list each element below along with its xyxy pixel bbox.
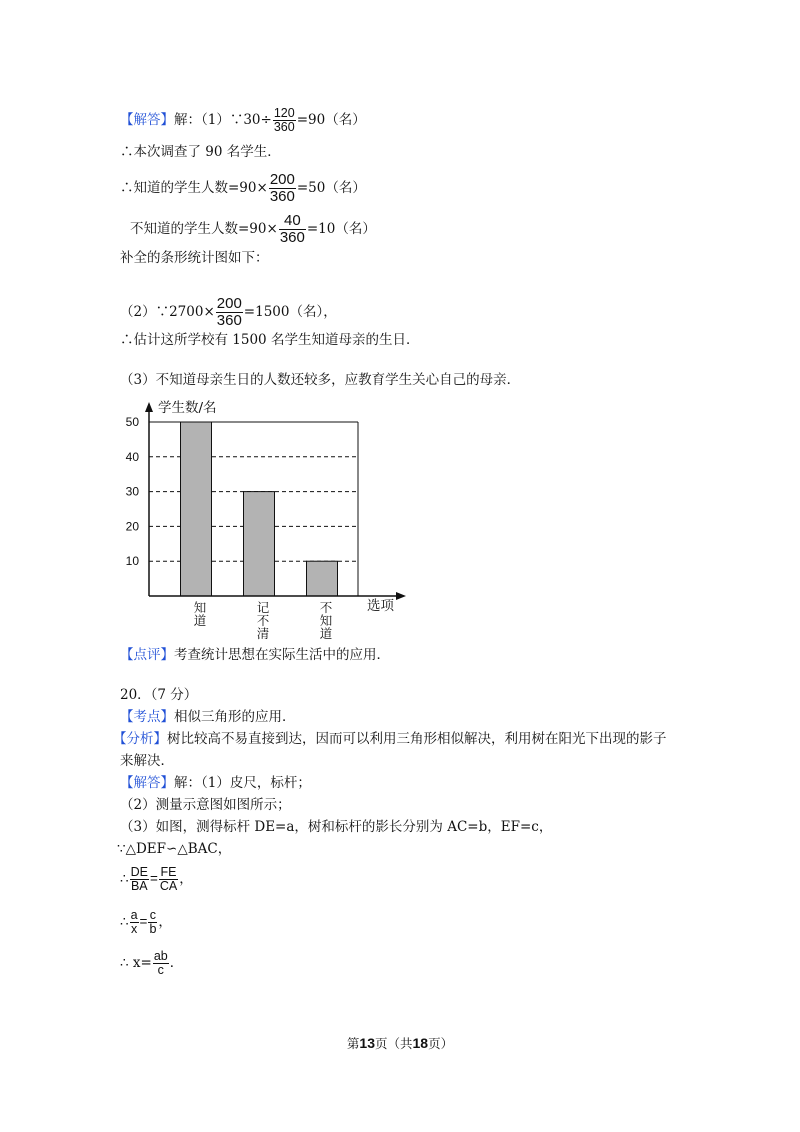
y-axis-title: 学生数/名 [158, 400, 217, 416]
numerator: c [149, 908, 157, 922]
text: =10（名） [306, 221, 376, 237]
numerator: FE [160, 865, 177, 879]
problem-20-title: 20．（7 分） [120, 687, 198, 703]
denominator: 360 [216, 312, 242, 329]
x-category-label: 记 [256, 600, 270, 615]
text: 解：（1）皮尺，标杆； [174, 775, 311, 791]
bar [181, 422, 212, 596]
total-pages: 18 [412, 1035, 429, 1051]
x-category-label: 知 [193, 600, 207, 615]
answer-line-4 [130, 213, 376, 246]
comment-text: 考查统计思想在实际生活中的应用． [174, 647, 390, 663]
numerator: 120 [273, 106, 295, 120]
x-category-label: 不 [319, 600, 333, 615]
y-tick-label: 20 [125, 519, 139, 534]
fenxi-text: 树比较高不易直接到达，因而可以利用三角形相似解决，利用树在阳光下出现的影子 [167, 731, 667, 747]
x-axis-arrow [396, 592, 406, 600]
answer-line-2: ∴本次调查了 90 名学生． [120, 144, 281, 160]
denominator: c [157, 963, 164, 977]
answer-line-1 [120, 107, 366, 134]
comment-tag: 【点评】 [120, 647, 174, 663]
kaodian-line [120, 707, 296, 727]
comment-line [120, 645, 390, 665]
period: ． [169, 955, 184, 971]
fenxi-line-2: 来解决． [120, 753, 174, 769]
fraction [216, 296, 243, 329]
answer20-line-3: （3）如图，测得标杆 DE=a，树和标杆的影长分别为 AC=b，EF=c， [120, 819, 553, 835]
equals: = [149, 871, 158, 886]
page-number: 13 [359, 1035, 375, 1051]
answer-tag: 【解答】 [120, 112, 174, 128]
answer-line-5: 补全的条形统计图如下： [120, 250, 269, 266]
fraction [273, 107, 296, 134]
fraction [159, 866, 178, 893]
y-tick-label: 50 [125, 415, 139, 429]
denominator: b [149, 922, 157, 936]
therefore: ∴ x= [120, 955, 152, 971]
denominator: 360 [273, 120, 295, 134]
therefore: ∴ [120, 914, 129, 930]
answer-line-7: ∴估计这所学校有 1500 名学生知道母亲的生日． [120, 332, 420, 348]
equals: = [139, 914, 148, 929]
denominator: 360 [269, 188, 295, 205]
y-axis-arrow [145, 402, 153, 412]
numerator: DE [130, 865, 148, 879]
comma: ， [158, 914, 172, 930]
x-category-label: 清 [256, 626, 270, 641]
answer20-line-2: （2）测量示意图如图所示； [120, 797, 291, 813]
fenxi-tag: 【分析】 [113, 731, 167, 747]
y-tick-label: 10 [125, 554, 139, 569]
numerator: 40 [279, 213, 306, 230]
fraction [153, 950, 169, 977]
text: 不知道的学生人数=90× [130, 221, 278, 237]
answer20-line-4: ∵△DEF∽△BAC， [117, 841, 232, 857]
numerator: 200 [269, 171, 295, 188]
ratio-line-1 [120, 866, 193, 893]
kaodian-text: 相似三角形的应用． [174, 709, 296, 725]
numerator: a [130, 908, 138, 922]
numerator: ab [153, 949, 168, 963]
bar [244, 492, 275, 596]
footer-text: 页） [428, 1036, 454, 1051]
bar [307, 561, 338, 596]
text: （2）∵2700× [120, 304, 215, 320]
bar-chart [118, 392, 418, 647]
answer-line-8: （3）不知道母亲生日的人数还较多，应教育学生关心自己的母亲． [120, 372, 521, 388]
y-tick-label: 30 [125, 484, 139, 499]
fenxi-line [113, 729, 667, 749]
text: =90（名） [296, 112, 366, 128]
text: ∴知道的学生人数=90× [120, 180, 268, 196]
x-category-label: 不 [256, 613, 270, 628]
fraction [130, 909, 139, 936]
answer20-line-1 [120, 773, 311, 793]
answer-tag: 【解答】 [120, 775, 174, 791]
x-axis-title: 选项 [367, 598, 394, 614]
denominator: 360 [279, 229, 305, 246]
footer-text: 页（共 [374, 1036, 413, 1051]
fraction [279, 213, 306, 246]
denominator: BA [130, 879, 148, 893]
denominator: x [130, 922, 138, 936]
answer-line-3 [120, 172, 366, 205]
fraction [269, 172, 296, 205]
x-category-label: 知 [319, 613, 333, 628]
ratio-line-2 [120, 909, 172, 936]
x-category-label: 道 [319, 626, 333, 641]
x-category-label: 道 [193, 613, 207, 628]
result-line [120, 950, 183, 977]
text: 解：（1）∵30÷ [174, 112, 272, 128]
text: =50（名） [296, 180, 366, 196]
therefore: ∴ [120, 871, 129, 887]
answer-line-6 [120, 296, 337, 329]
comma: ， [179, 871, 193, 887]
kaodian-tag: 【考点】 [120, 709, 174, 725]
fraction [130, 866, 149, 893]
fraction [148, 909, 157, 936]
y-tick-label: 40 [125, 449, 139, 464]
page-footer [0, 1034, 800, 1052]
footer-text: 第 [346, 1036, 360, 1051]
denominator: CA [159, 879, 178, 893]
text: =1500（名）， [243, 304, 337, 320]
numerator: 200 [216, 295, 242, 312]
